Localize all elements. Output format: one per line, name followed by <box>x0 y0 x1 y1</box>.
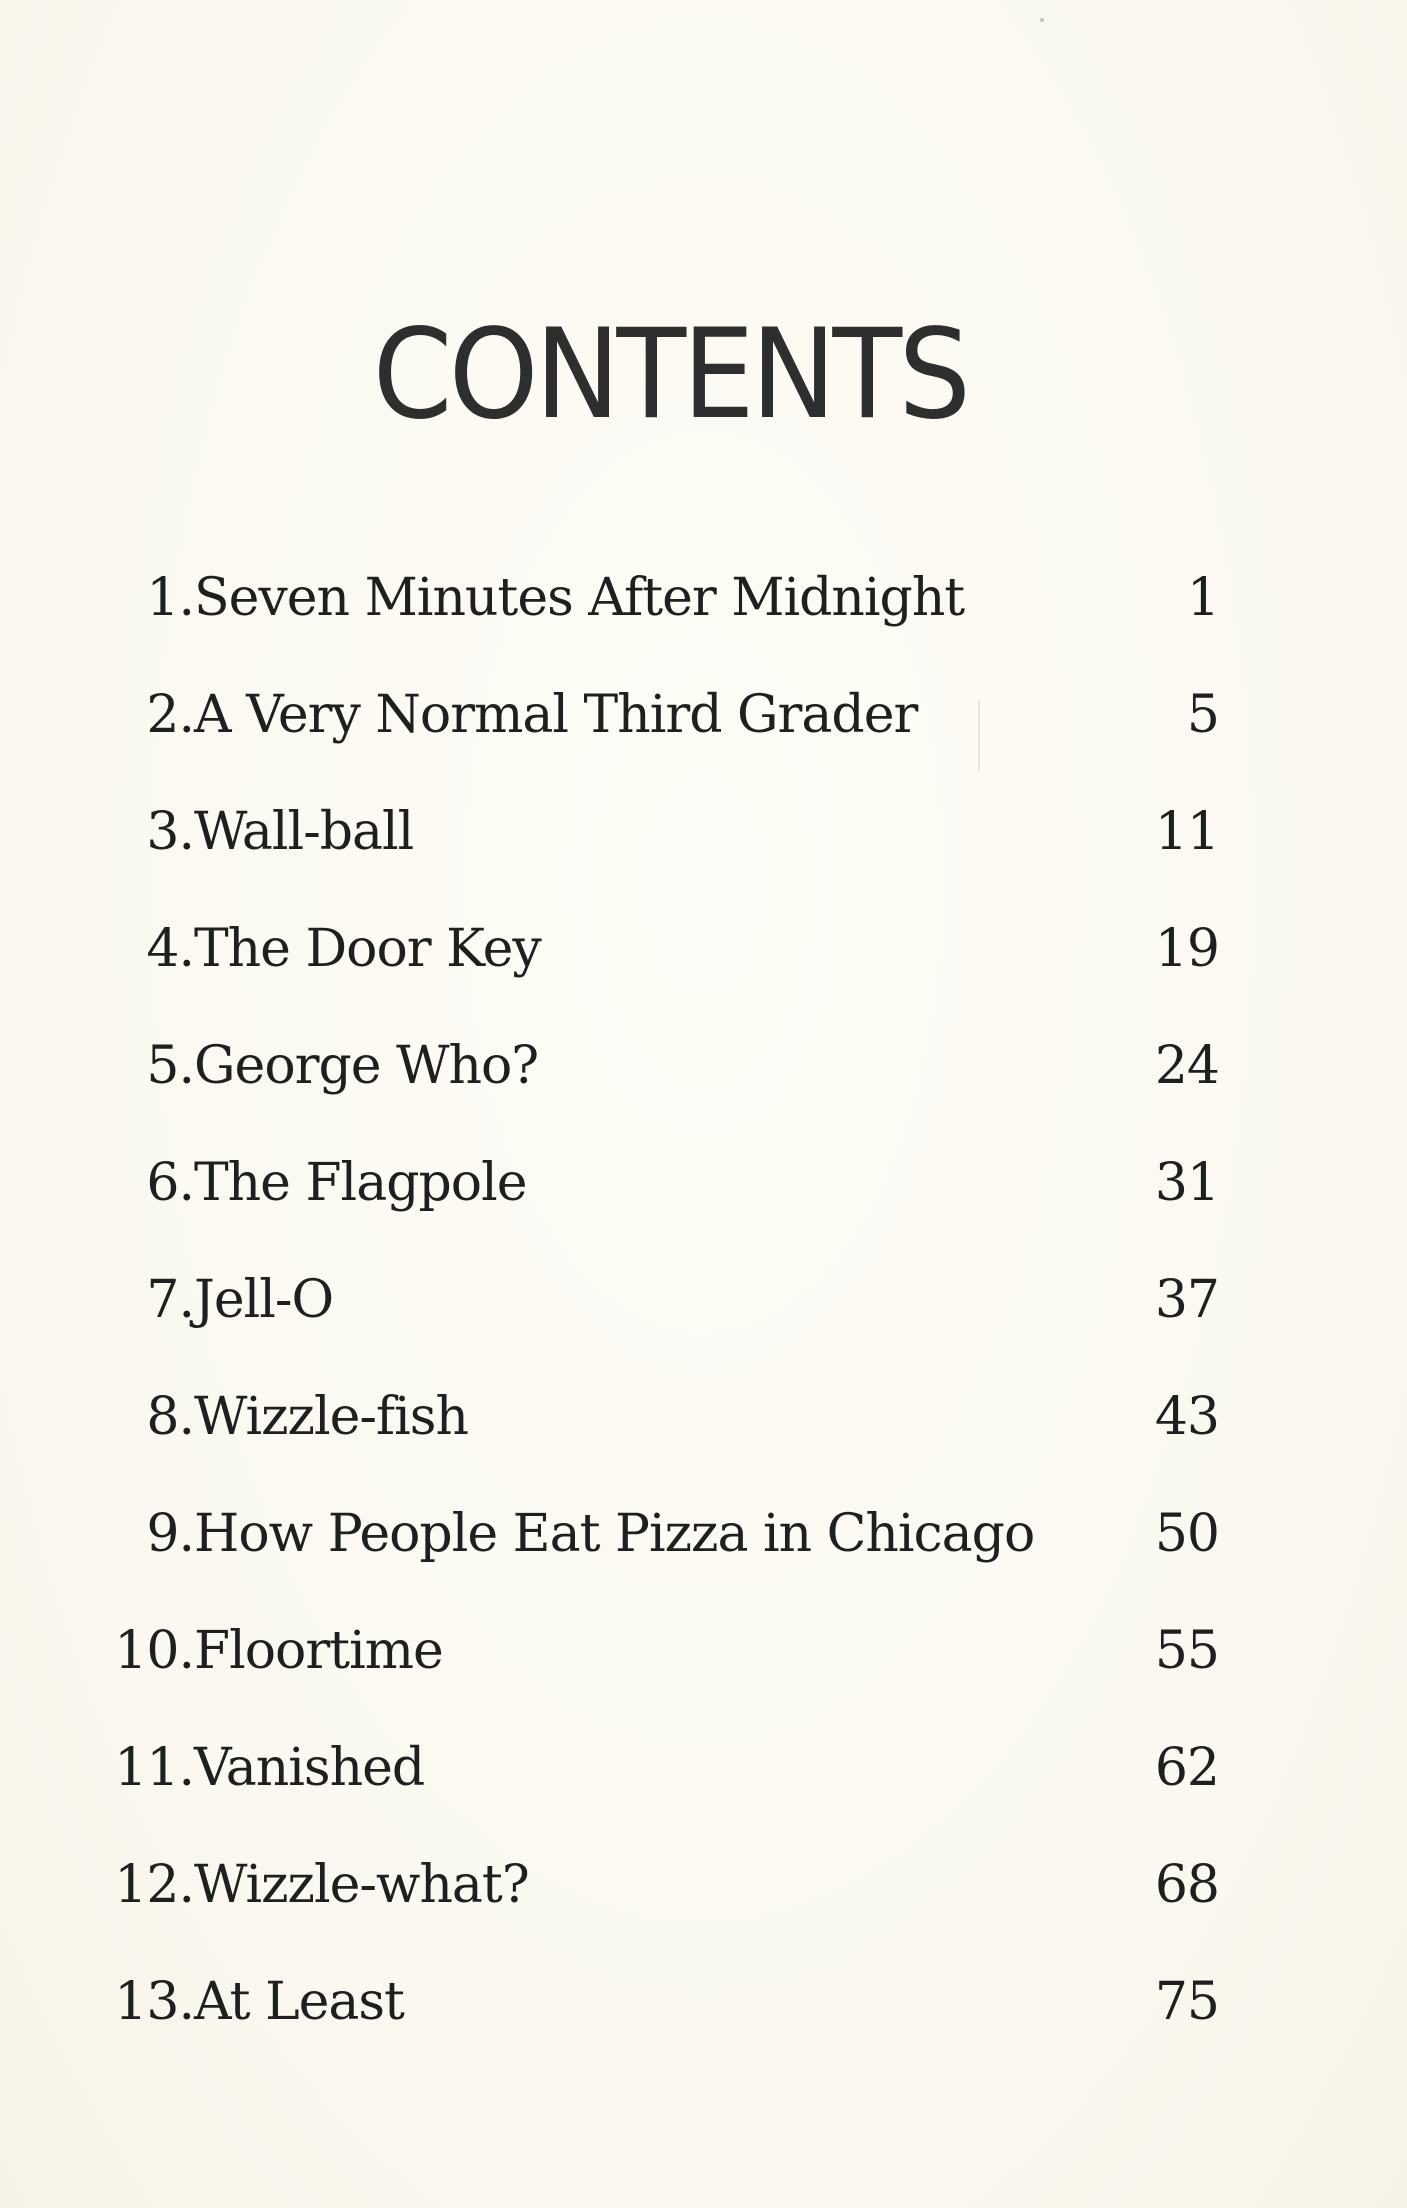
chapter-number: 10. <box>114 1621 194 1681</box>
page-number: 62 <box>1154 1738 1219 1798</box>
chapter-number: 1. <box>146 568 194 628</box>
page-number: 24 <box>1154 1036 1219 1096</box>
chapter-number: 13. <box>114 1972 194 2032</box>
page-number: 68 <box>1154 1855 1219 1915</box>
chapter-title: Seven Minutes After Midnight <box>194 568 965 628</box>
paper-speck <box>1040 18 1044 22</box>
toc-entry <box>0 891 1407 1008</box>
chapter-number: 2. <box>146 685 194 745</box>
contents-heading: CONTENTS <box>372 303 968 447</box>
chapter-number: 3. <box>146 802 194 862</box>
chapter-number: 11. <box>114 1738 194 1798</box>
toc-entry <box>0 1242 1407 1359</box>
page-number: 1 <box>1186 568 1219 628</box>
toc-entry <box>0 1476 1407 1593</box>
chapter-title: A Very Normal Third Grader <box>194 685 918 745</box>
chapter-number: 12. <box>114 1855 194 1915</box>
chapter-number: 8. <box>146 1387 194 1447</box>
toc-entry <box>0 1710 1407 1827</box>
toc-entry <box>0 1827 1407 1944</box>
chapter-title: Wizzle-fish <box>194 1387 468 1447</box>
chapter-number: 4. <box>146 919 194 979</box>
chapter-title: Jell-O <box>194 1270 334 1330</box>
chapter-title: Floortime <box>194 1621 443 1681</box>
chapter-title: How People Eat Pizza in Chicago <box>194 1504 1035 1564</box>
chapter-number: 5. <box>146 1036 194 1096</box>
chapter-title: The Flagpole <box>194 1153 527 1213</box>
toc-entry <box>0 657 1407 774</box>
chapter-title: At Least <box>194 1972 404 2032</box>
toc-entry <box>0 1944 1407 2061</box>
toc-entry <box>0 1593 1407 1710</box>
toc-entry <box>0 774 1407 891</box>
chapter-title: George Who? <box>194 1036 539 1096</box>
page-number: 75 <box>1154 1972 1219 2032</box>
page-number: 31 <box>1154 1153 1219 1213</box>
toc-entry <box>0 1125 1407 1242</box>
page-number: 5 <box>1186 685 1219 745</box>
chapter-number: 7. <box>146 1270 194 1330</box>
chapter-title: Vanished <box>194 1738 425 1798</box>
chapter-title: The Door Key <box>194 919 541 979</box>
chapter-number: 9. <box>146 1504 194 1564</box>
toc-entry <box>0 1359 1407 1476</box>
page-number: 43 <box>1154 1387 1219 1447</box>
page-number: 11 <box>1154 802 1219 862</box>
page-number: 50 <box>1154 1504 1219 1564</box>
chapter-title: Wizzle-what? <box>194 1855 529 1915</box>
toc-entry <box>0 540 1407 657</box>
toc-entry <box>0 1008 1407 1125</box>
chapter-number: 6. <box>146 1153 194 1213</box>
page-number: 55 <box>1154 1621 1219 1681</box>
page-number: 19 <box>1154 919 1219 979</box>
page-number: 37 <box>1154 1270 1219 1330</box>
chapter-title: Wall-ball <box>194 802 414 862</box>
